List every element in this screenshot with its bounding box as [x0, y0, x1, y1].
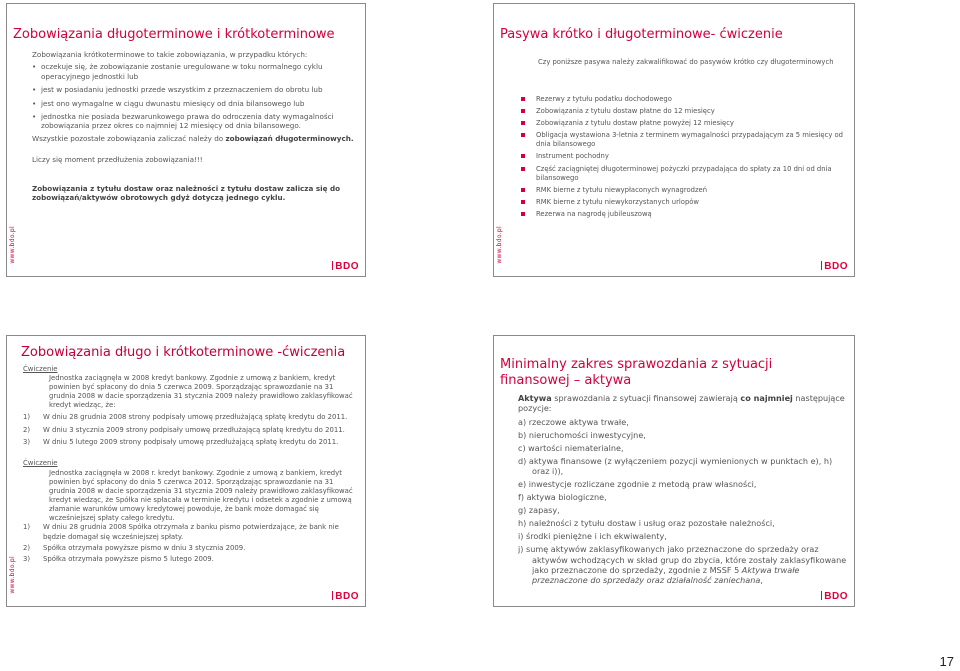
slide-1-note: Liczy się moment przedłużenia zobowiązania!!! — [32, 155, 203, 165]
slide-2-body — [518, 95, 848, 222]
list-item: d) aktywa finansowe (z wyłączeniem pozycji wymienionych w punktach e), h) oraz i)), — [518, 455, 833, 477]
slide-1-intro: Zobowiązania krótkoterminowe to takie zobowiązania, w przypadku których: — [32, 50, 308, 59]
item-text: Spółka otrzymała powyższe pismo w dniu 3 stycznia 2009. — [43, 543, 246, 552]
exercise-2-item — [23, 523, 361, 541]
item-number: 3) — [23, 437, 31, 446]
side-url: www.bdo.pl — [9, 556, 16, 594]
slide-3 — [6, 335, 366, 607]
bdo-logo: BDO — [821, 591, 848, 602]
item-text: W dniu 28 grudnia 2008 strony podpisały umowę przedłużającą spłatę kredytu do 2011. — [43, 413, 348, 422]
item-number: 1) — [23, 413, 31, 422]
slide-4-items — [518, 417, 848, 586]
slide-4-lead — [518, 393, 848, 414]
page-number: 17 — [939, 654, 954, 669]
list-item: b) nieruchomości inwestycyjne, — [518, 429, 646, 440]
last-italic: Aktywa trwałe przeznaczone do sprzedaży oraz działalność zaniechana — [532, 565, 800, 586]
bdo-logo: BDO — [821, 261, 848, 272]
slide-3-body — [23, 365, 361, 564]
slide-2-question: Czy poniższe pasywa należy zakwalifikować do pasywów krótko czy długoterminowych — [538, 58, 834, 66]
list-item: f) aktywa biologiczne, — [518, 492, 607, 503]
exercise-2-item — [23, 555, 361, 564]
exercise-1-item — [23, 438, 361, 447]
exercise-2-text: Jednostka zaciągnęła w 2008 r. kredyt bankowy. Zgodnie z umową z bankiem, kredyt powinien być spłacony do dnia 5 czerwca 2012. Sporządzając sprawozdanie na 31 grudnia 2008 w dacie sporządzenia 31 stycznia 2009 należy prawidłowo zaklasyfikować kredyt wiedząc, że Spółka nie spłacała w terminie kredytu i odsetek a zgodnie z umową złamanie warunków umowy kredytowej powoduje, że bank może domagać się wcześniejszej spłaty całego kredytu. — [49, 468, 353, 523]
list-item: • jednostka nie posiada bezwarunkowego prawa do odroczenia daty wymagalności zobowiązania przez okres co najmniej 12 miesięcy od dnia bilansowego. — [32, 112, 360, 131]
slide-1 — [6, 3, 366, 277]
exercise-1-heading: Ćwiczenie — [23, 365, 58, 373]
list-item: a) rzeczowe aktywa trwałe, — [518, 416, 629, 427]
side-url: www.bdo.pl — [496, 226, 503, 264]
list-item: e) inwestycje rozliczane zgodnie z metodą praw własności, — [518, 479, 757, 490]
list-item: i) środki pieniężne i ich ekwiwalenty, — [518, 531, 667, 542]
list-item: Instrument pochodny — [518, 152, 848, 161]
lead-bold: Aktywa — [518, 393, 552, 403]
list-item: Część zaciągniętej długoterminowej pożyczki przypadająca do spłaty za 10 dni od dnia bilansowego — [518, 165, 848, 183]
list-item: • oczekuje się, że zobowiązanie zostanie uregulowane w toku normalnego cyklu operacyjnego jednostki lub — [32, 62, 360, 81]
lead-bold-2: co najmniej — [740, 393, 793, 403]
item-number: 1) — [23, 523, 31, 532]
slide-2-title: Pasywa krótko i długoterminowe- ćwiczenie — [500, 27, 783, 42]
bdo-logo: BDO — [332, 591, 359, 602]
slide-1-body — [32, 50, 360, 202]
list-item: c) wartości niematerialne, — [518, 442, 624, 453]
slide-2-items — [518, 95, 848, 219]
exercise-1-item — [23, 413, 361, 422]
item-number: 2) — [23, 543, 31, 552]
slide-1-footer: Zobowiązania z tytułu dostaw oraz należności z tytułu dostaw zalicza się do zobowiązań/aktywów obrotowych gdyż dotyczą jednego cyklu. — [32, 183, 341, 203]
rest-bold: zobowiązań długoterminowych. — [225, 133, 354, 143]
last-prefix: j) sumę aktywów zaklasyfikowanych jako przeznaczone do sprzedaży oraz aktywów wchodzących w skład grup do zbycia, które zostały zaklasyfikowane jako przeznaczone do sprzedaży, zgodnie z MSSF 5 — [518, 544, 847, 576]
list-item: Zobowiązania z tytułu dostaw płatne do 12 miesięcy — [518, 107, 848, 116]
slide-1-title: Zobowiązania długoterminowe i krótkoterminowe — [13, 27, 335, 42]
lead-mid: sprawozdania z sytuacji finansowej zawierają — [551, 393, 741, 403]
list-item: • jest w posiadaniu jednostki przede wszystkim z przeznaczeniem do obrotu lub — [32, 85, 360, 94]
slide-1-bullets — [32, 62, 360, 130]
slide-2 — [493, 3, 855, 277]
item-number: 2) — [23, 425, 31, 434]
item-text: W dniu 5 lutego 2009 strony podpisały umowę przedłużającą spłatę kredytu do 2011. — [43, 437, 339, 446]
item-text: W dniu 3 stycznia 2009 strony podpisały umowę przedłużającą spłatę kredytu do 2011. — [43, 425, 345, 434]
list-item: Zobowiązania z tytułu dostaw płatne powyżej 12 miesięcy — [518, 119, 848, 128]
list-item: RMK bierne z tytułu niewykorzystanych urlopów — [518, 198, 848, 207]
item-text: Spółka otrzymała powyższe pismo 5 lutego 2009. — [43, 554, 214, 563]
list-item: Rezerwy z tytułu podatku dochodowego — [518, 95, 848, 104]
bdo-logo: BDO — [332, 261, 359, 272]
list-item: RMK bierne z tytułu niewypłaconych wynagrodzeń — [518, 186, 848, 195]
list-item: g) zapasy, — [518, 505, 560, 516]
slide-3-title: Zobowiązania długo i krótkoterminowe -ćwiczenia — [21, 345, 346, 360]
list-item: • jest ono wymagalne w ciągu dwunastu miesięcy od dnia bilansowego lub — [32, 99, 360, 108]
item-number: 3) — [23, 554, 31, 563]
exercise-2-heading: Ćwiczenie — [23, 458, 58, 467]
slide-4-title: Minimalny zakres sprawozdania z sytuacji finansowej – aktywa — [500, 357, 773, 388]
list-item: Obligacja wystawiona 3-letnia z terminem wymagalności przypadającym za 5 miesięcy od dnia bilansowego — [518, 131, 848, 149]
slide-4 — [493, 335, 855, 607]
exercise-1-text: Jednostka zaciągnęła w 2008 kredyt bankowy. Zgodnie z umową z bankiem, kredyt powinien być spłacony do dnia 5 czerwca 2009. Sporządzając sprawozdanie na 31 grudnia 2008 w dacie sporządzenia 31 stycznia 2009 należy prawidłowo zaklasyfikować kredyt wiedząc, że: — [49, 374, 353, 410]
list-item: h) należności z tytułu dostaw i usług oraz pozostałe należności, — [518, 518, 775, 529]
list-item — [518, 544, 848, 586]
last-end: , — [760, 575, 763, 586]
exercise-2-item — [23, 544, 361, 553]
side-url: www.bdo.pl — [9, 226, 16, 264]
item-text: W dniu 28 grudnia 2008 Spółka otrzymała z banku pismo potwierdzające, że bank nie będzie domagał się wcześniejszej spłaty. — [43, 523, 339, 541]
slide-1-rest — [32, 134, 360, 143]
rest-prefix: Wszystkie pozostałe zobowiązania zaliczać należy do — [32, 133, 226, 143]
exercise-1-item — [23, 426, 361, 435]
list-item: Rezerwa na nagrodę jubileuszową — [518, 210, 848, 219]
lead-end: następujące pozycje: — [518, 393, 845, 414]
slide-4-body — [518, 393, 848, 588]
